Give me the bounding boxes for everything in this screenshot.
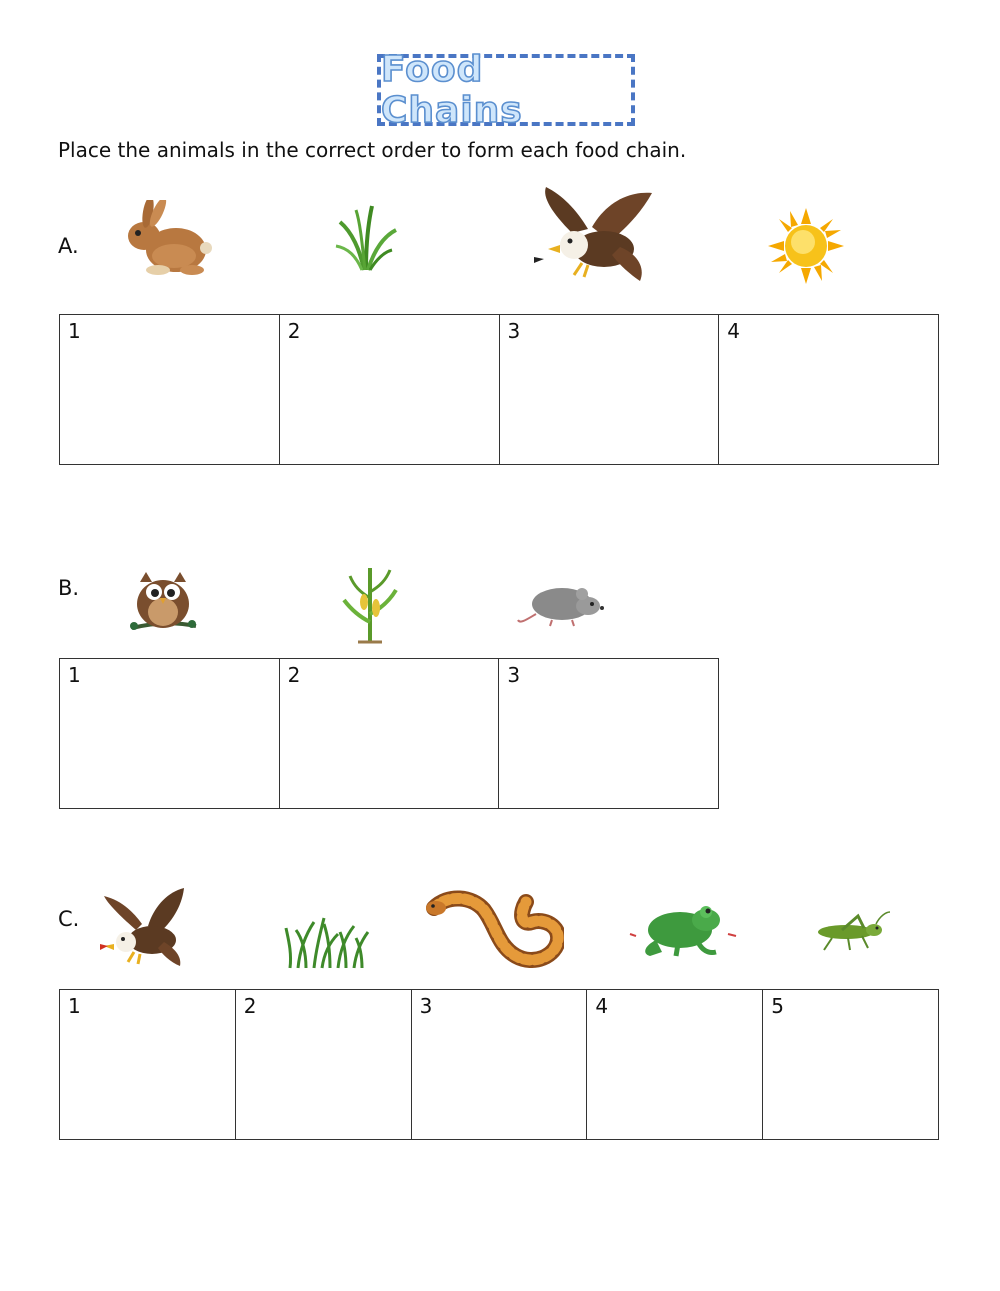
answer-box[interactable]: 3 bbox=[499, 315, 719, 465]
grass-icon[interactable] bbox=[284, 908, 370, 970]
frog-icon[interactable] bbox=[628, 898, 738, 960]
answer-box[interactable]: 1 bbox=[60, 990, 236, 1140]
section-b-label: B. bbox=[58, 576, 80, 600]
answer-box[interactable]: 3 bbox=[499, 659, 719, 809]
answer-table-b bbox=[59, 658, 719, 809]
answer-box[interactable]: 5 bbox=[763, 990, 939, 1140]
mouse-icon[interactable] bbox=[516, 580, 608, 630]
answer-box[interactable]: 2 bbox=[279, 659, 499, 809]
answer-table-a bbox=[59, 314, 939, 465]
answer-table-c bbox=[59, 989, 939, 1140]
section-a-label: A. bbox=[58, 234, 79, 258]
owl-icon[interactable] bbox=[126, 566, 200, 638]
answer-box[interactable]: 2 bbox=[235, 990, 411, 1140]
answer-box[interactable]: 3 bbox=[411, 990, 587, 1140]
title-frame bbox=[377, 49, 635, 131]
answer-box[interactable]: 1 bbox=[60, 659, 280, 809]
answer-box[interactable]: 2 bbox=[279, 315, 499, 465]
grasshopper-icon[interactable] bbox=[802, 910, 892, 952]
answer-box[interactable]: 4 bbox=[587, 990, 763, 1140]
eagle-icon[interactable] bbox=[98, 886, 188, 970]
rabbit-icon[interactable] bbox=[118, 200, 214, 280]
grass-icon[interactable] bbox=[330, 202, 402, 272]
section-c-label: C. bbox=[58, 907, 80, 931]
sun-icon[interactable] bbox=[766, 206, 846, 286]
snake-icon[interactable] bbox=[424, 886, 564, 968]
eagle-icon[interactable] bbox=[532, 183, 662, 289]
worksheet-title: Food Chains bbox=[381, 49, 523, 131]
instructions-text: Place the animals in the correct order to form each food chain. bbox=[58, 138, 687, 162]
answer-box[interactable]: 1 bbox=[60, 315, 280, 465]
answer-box[interactable]: 4 bbox=[719, 315, 939, 465]
corn-plant-icon[interactable] bbox=[340, 562, 400, 644]
